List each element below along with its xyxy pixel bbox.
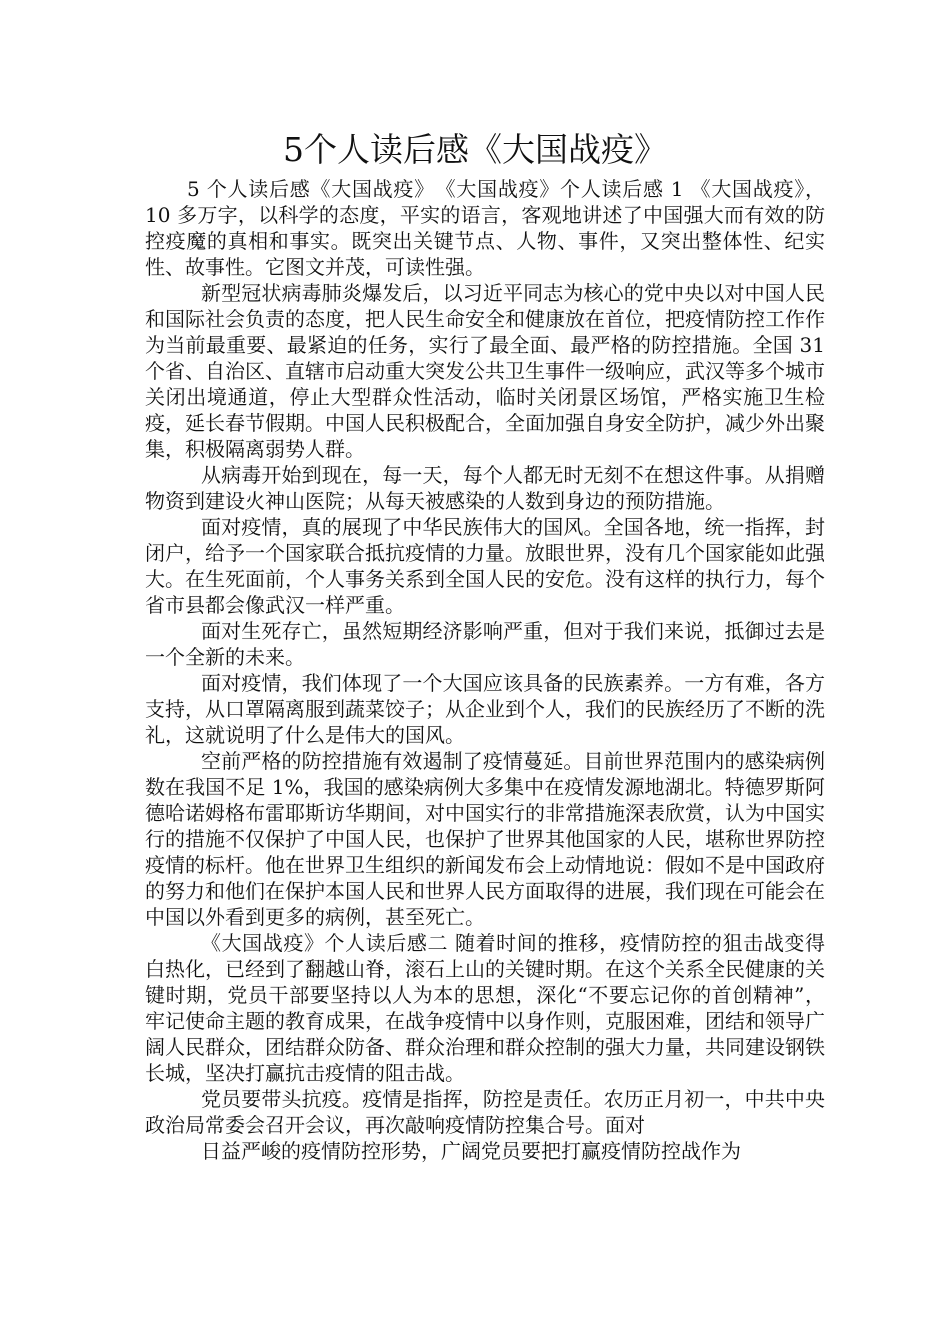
paragraph-10: 日益严峻的疫情防控形势，广阔党员要把打赢疫情防控战作为 [201, 1139, 741, 1163]
paragraph-4: 面对疫情，真的展现了中华民族伟大的国风。全国各地，统一指挥，封闭户，给予一个国家联合抵抗疫情的力量。放眼世界，没有几个国家能如此强大。在生死面前，个人事务关系到全国人民的安危。没有这样的执行力，每个省市县都会像武汉一样严重。 [145, 515, 825, 617]
document-body [145, 176, 825, 1164]
paragraph-6: 面对疫情，我们体现了一个大国应该具备的民族素养。一方有难，各方支持，从口罩隔离服到蔬菜饺子；从企业到个人，我们的民族经历了不断的洗礼，这就说明了什么是伟大的国风。 [145, 671, 825, 747]
paragraph-1: 5 个人读后感《大国战疫》 《大国战疫》个人读后感 1 《大国战疫》，10 多万字，以科学的态度，平实的语言，客观地讲述了中国强大而有效的防控疫魔的真相和事实。既突出关键节点、人物、事件，又突出整体性、纪实性、故事性。它图文并茂，可读性强。 [145, 177, 825, 279]
paragraph-2: 新型冠状病毒肺炎爆发后，以习近平同志为核心的党中央以对中国人民和国际社会负责的态度，把人民生命安全和健康放在首位，把疫情防控工作作为当前最重要、最紧迫的任务，实行了最全面、最严格的防控措施。全国 31 个省、自治区、直辖市启动重大突发公共卫生事件一级响应，武汉等多个城市关闭出境通道，停止大型群众性活动，临时关闭景区场馆，严格实施卫生检疫，延长春节假期。中国人民积极配合，全面加强自身安全防护，减少外出聚集，积极隔离弱势人群。 [145, 281, 825, 461]
paragraph-9: 党员要带头抗疫。疫情是指挥，防控是责任。农历正月初一，中共中央政治局常委会召开会议，再次敲响疫情防控集合号。面对 [145, 1087, 825, 1137]
paragraph-5: 面对生死存亡，虽然短期经济影响严重，但对于我们来说，抵御过去是一个全新的未来。 [145, 619, 825, 669]
paragraph-8: 《大国战疫》个人读后感二 随着时间的推移，疫情防控的狙击战变得白热化，已经到了翻越山脊，滚石上山的关键时期。在这个关系全民健康的关键时期，党员干部要坚持以人为本的思想，深化“不要忘记你的首创精神”，牢记使命主题的教育成果，在战争疫情中以身作则，克服困难，团结和领导广阔人民群众，团结群众防备、群众治理和群众控制的强大力量，共同建设钢铁长城，坚决打赢抗击疫情的阻击战。 [145, 931, 825, 1085]
document-title: 5个人读后感《大国战疫》 [283, 130, 667, 169]
paragraph-3: 从病毒开始到现在，每一天，每个人都无时无刻不在想这件事。从捐赠物资到建设火神山医院；从每天被感染的人数到身边的预防措施。 [145, 463, 825, 513]
paragraph-7: 空前严格的防控措施有效遏制了疫情蔓延。目前世界范围内的感染病例数在我国不足 1%，我国的感染病例大多集中在疫情发源地湖北。特德罗斯阿德哈诺姆格布雷耶斯访华期间，对中国实行的非常措施深表欣赏，认为中国实行的措施不仅保护了中国人民，也保护了世界其他国家的人民，堪称世界防控疫情的标杆。他在世界卫生组织的新闻发布会上动情地说：假如不是中国政府的努力和他们在保护本国人民和世界人民方面取得的进展，我们现在可能会在中国以外看到更多的病例，甚至死亡。 [145, 749, 825, 929]
